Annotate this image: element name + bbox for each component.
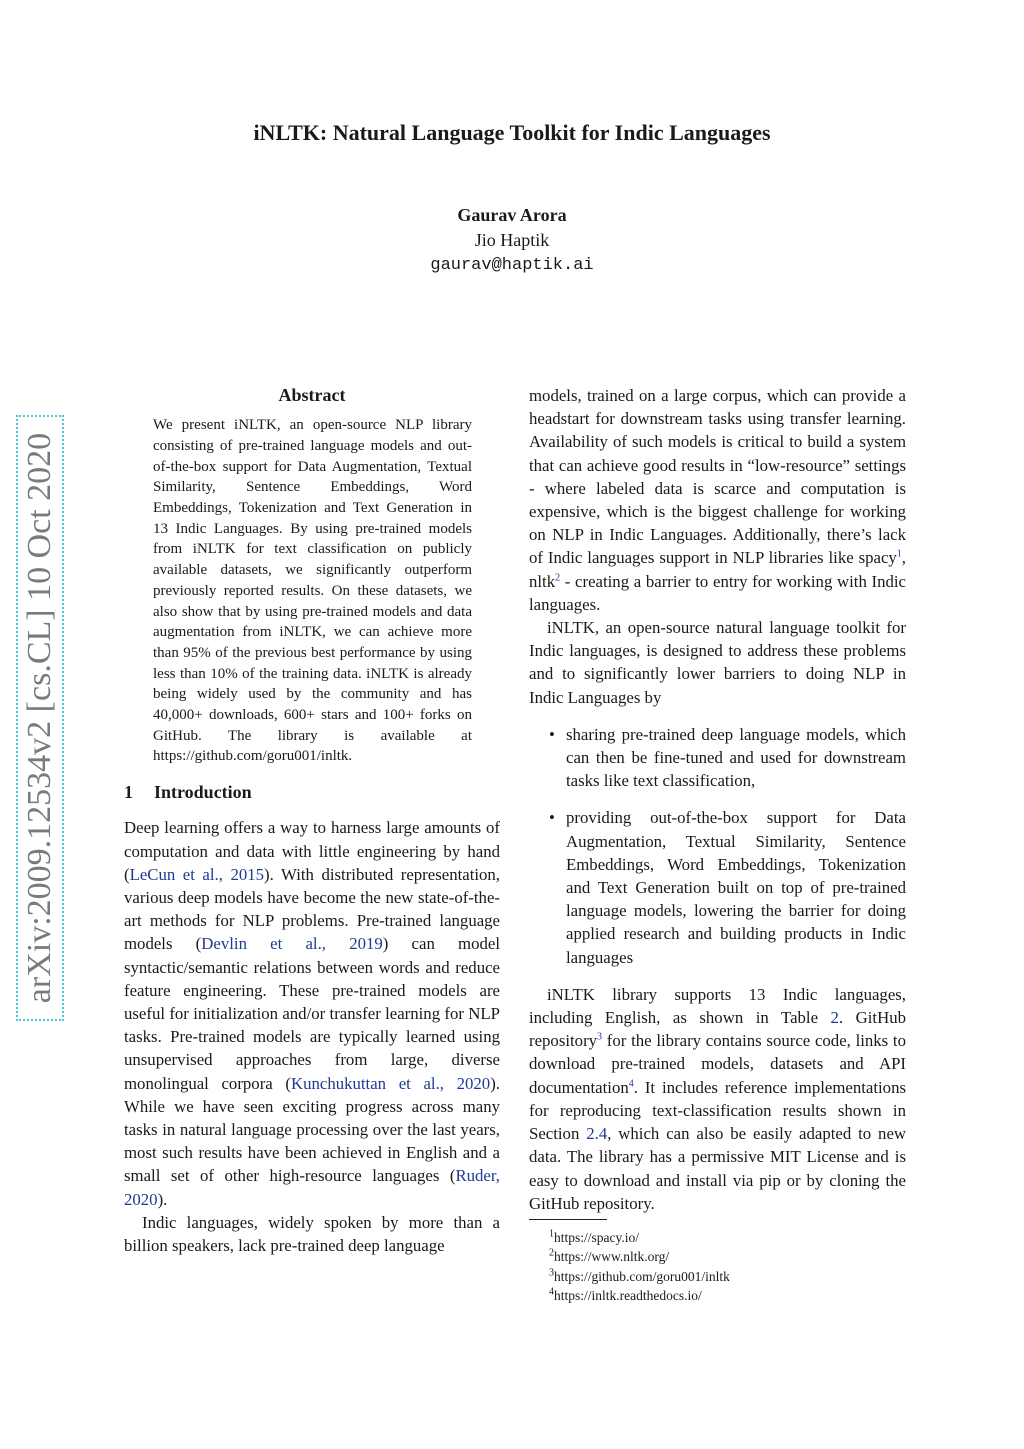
right-column (529, 384, 906, 1306)
footnote-item: $^4$https://inltk.readthedocs.io/ (549, 1286, 702, 1304)
list-item: • sharing pre-trained deep language models, which can then be fine-tuned and used for downstream tasks like text classification, (549, 724, 906, 791)
arxiv-id: arXiv:2009.12534v2 [cs.CL] 10 Oct 2020 (21, 432, 58, 1004)
citation-lecun[interactable]: LeCun et al., 2015 (129, 864, 265, 884)
footnote-link[interactable]: https://github.com/goru001/inltk (554, 1268, 730, 1284)
intro-paragraph-2-continued: models, trained on a large corpus, which can provide a headstart for downstream tasks using transfer learning. Availability of such models is critical to build a system that can achieve good results in “low-resource” settings - where labeled data is scarce and computation is expensive, which is the biggest challenge for working on NLP in Indic Languages. Additionally, there’s lack of Indic languages support in NLP libraries like spacy$^1$, nltk$^2$ - creating a barrier to entry for working with Indic languages. (529, 386, 906, 614)
intro-paragraph-2-start: Indic languages, widely spoken by more than a billion speakers, lack pre-trained deep language (124, 1212, 500, 1256)
footnote-ref-1[interactable]: 1 (896, 548, 902, 560)
footnote-item: $^3$https://github.com/goru001/inltk (549, 1267, 730, 1284)
footnote-item: $^1$https://spacy.io/ (549, 1228, 639, 1245)
footnote-ref-3[interactable]: 3 (597, 1031, 603, 1043)
bullet-icon: • (549, 724, 555, 744)
left-column (124, 384, 500, 1257)
citation-devlin[interactable]: Devlin et al., 2019 (201, 934, 383, 954)
intro-paragraph-3: iNLTK, an open-source natural language toolkit for Indic languages, is designed to address these problems and to significantly lower barriers to doing NLP in Indic Languages by (529, 618, 906, 707)
arxiv-stamp (16, 415, 64, 1021)
author-name: Gaurav Arora (457, 205, 567, 225)
footnote-divider (529, 1219, 607, 1220)
citation-ruder[interactable]: Ruder, 2020 (124, 1166, 500, 1209)
intro-paragraph-4: iNLTK library supports 13 Indic languages, including English, as shown in Table 2. GitHub repository$^3$ for the library contains source code, links to download pre-trained models, datasets and API documentation$^4$. It includes reference implementations for reproducing text-classification results shown in Section 2.4, which can also be easily adapted to new data. The library has a permissive MIT License and is easy to download and install via pip or by cloning the GitHub repository. (529, 984, 907, 1213)
footnote-ref-4[interactable]: 4 (628, 1078, 634, 1090)
section-reference[interactable]: 2.4 (586, 1124, 608, 1144)
feature-list (529, 723, 906, 969)
citation-kunchukuttan[interactable]: Kunchukuttan et al., 2020 (290, 1073, 491, 1093)
abstract-text: We present iNLTK, an open-source NLP library consisting of pre-trained language models and out-of-the-box support for Data Augmentation, Textual Similarity, Sentence Embeddings, Word Embeddings, Tokenization and Text Generation in 13 Indic Languages. By using pre-trained models from iNLTK for text classification on publicly available datasets, we significantly outperform previously reported results. On these datasets, we also show that by using pre-trained models and data augmentation from iNLTK, we can achieve more than 95% of the previous best performance by using less than 10% of the training data. iNLTK is already being widely used by the community and has 40,000+ downloads, 600+ stars and 100+ forks on GitHub. The library is available at https://github.com/goru001/inltk. (153, 417, 472, 765)
footnote-ref-2[interactable]: 2 (555, 572, 561, 584)
footnote-link[interactable]: https://inltk.readthedocs.io/ (554, 1288, 702, 1304)
intro-paragraph-1: Deep learning offers a way to harness large amounts of computation and data with little engineering by hand (LeCun et al., 2015). With distributed representation, various deep models have become the new state-of-the-art methods for NLP problems. Pre-trained language models (Devlin et al., 2019) can model syntactic/semantic relations between words and reduce feature engineering. These pre-trained models are useful for initialization and/or transfer learning for NLP tasks. Pre-trained models are typically learned using unsupervised approaches from large, diverse monolingual corpora (Kunchukuttan et al., 2020). While we have seen exciting progress across many tasks in natural language processing over the last years, most such results have been achieved in English and a small set of other high-resource languages (Ruder, 2020). (124, 818, 501, 1209)
footnotes (529, 1228, 906, 1306)
list-item: • providing out-of-the-box support for Data Augmentation, Textual Similarity, Sentence Embeddings, Word Embeddings, Tokenization and Text Generation built on top of pre-trained language models, lowering the barrier for doing applied research and building products in Indic languages (549, 808, 906, 967)
abstract-heading: Abstract (278, 385, 346, 405)
paper-title: iNLTK: Natural Language Toolkit for Indic Languages (253, 120, 771, 145)
section-number: 1 (124, 782, 133, 803)
footnote-link[interactable]: https://spacy.io/ (554, 1229, 639, 1245)
footnote-link[interactable]: https://www.nltk.org/ (554, 1249, 670, 1265)
author-affiliation: Jio Haptik (474, 230, 550, 250)
section-heading-introduction (124, 781, 500, 804)
bullet-icon: • (549, 808, 555, 828)
footnote-item: $^2$https://www.nltk.org/ (549, 1247, 670, 1265)
author-email: gaurav@haptik.ai (430, 256, 594, 275)
table-reference[interactable]: 2 (830, 1008, 839, 1028)
section-title: Introduction (154, 782, 252, 803)
